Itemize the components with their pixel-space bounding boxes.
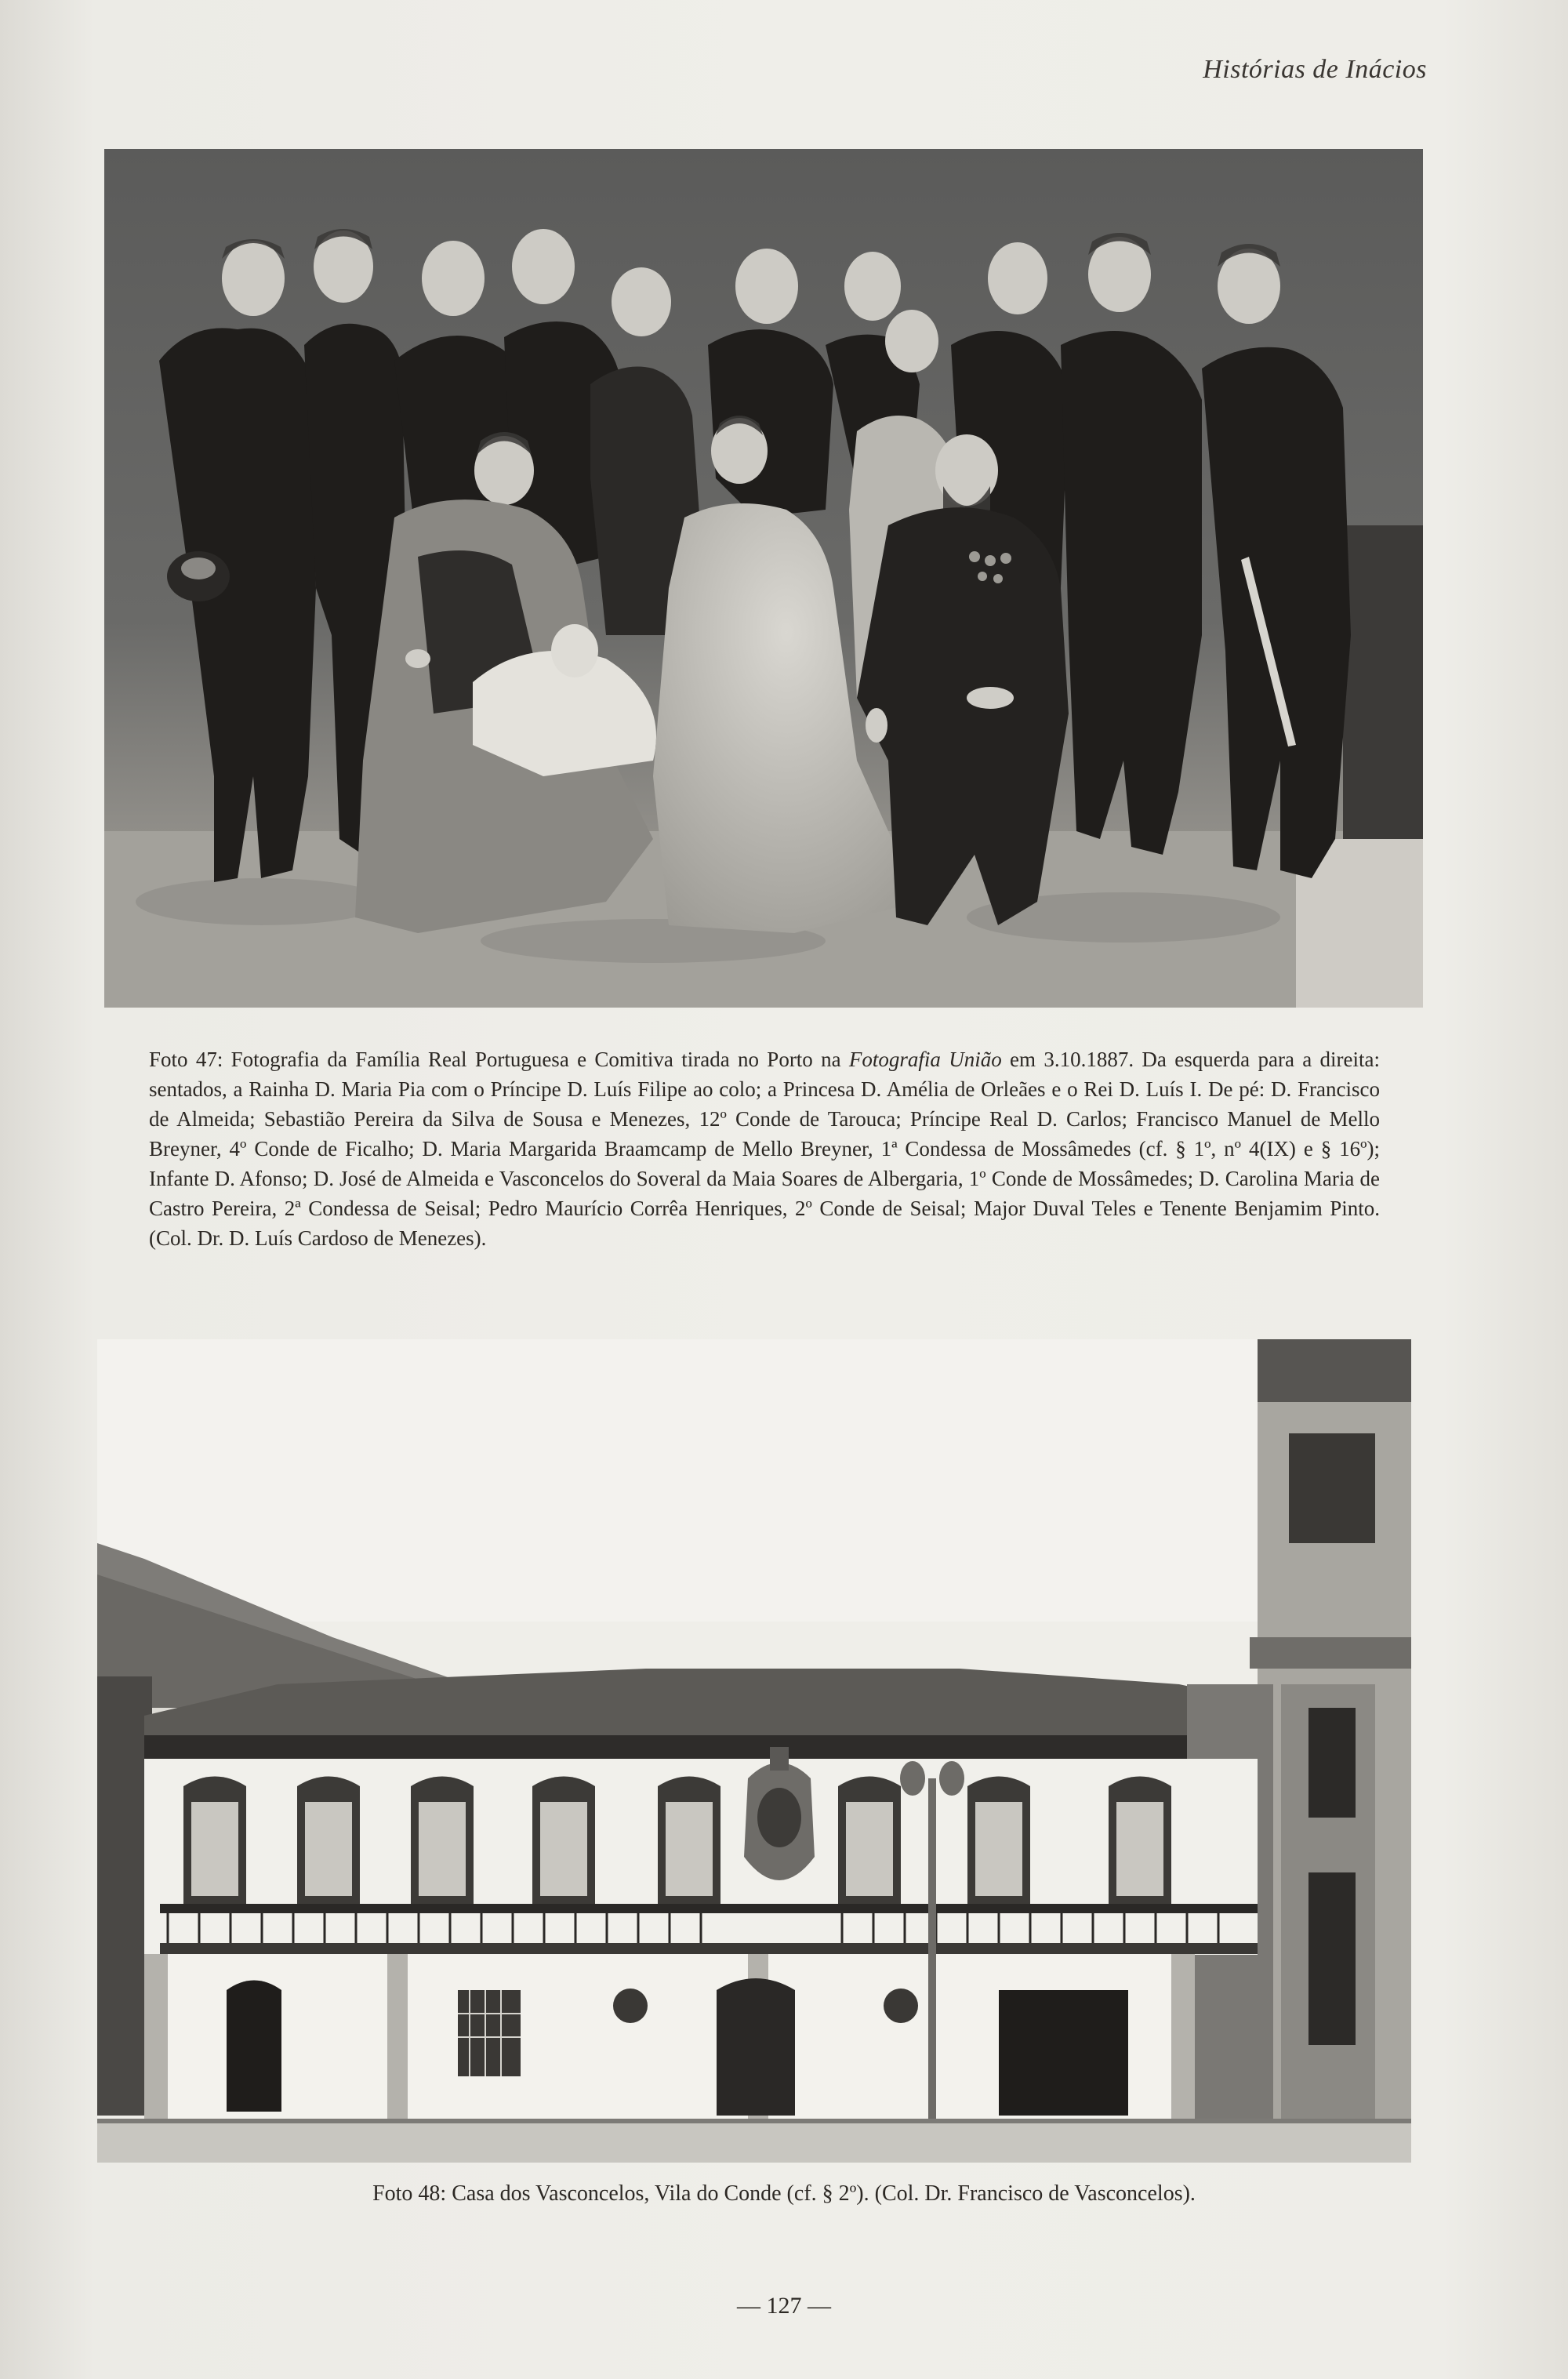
caption-photo-47-italic: Fotografia União xyxy=(848,1048,1002,1071)
casa-dos-vasconcelos-photo-image xyxy=(97,1339,1411,2163)
royal-family-photo-image xyxy=(104,149,1423,1008)
caption-photo-47-text-b: em 3.10.1887. Da esquerda para a direita: sentados, a Rainha D. Maria Pia com o Príncipe D. Luís Filipe ao colo; a Princesa D. Amélia de Orleães e o Rei D. Luís I. De pé: D. Francisco de Almeida; Sebastião Pereira da Silva de Sousa e Menezes, 12º Conde de Tarouca; Príncipe Real D. Carlos; Francisco Manuel de Mello Breyner, 4º Conde de Ficalho; D. Maria Margarida Braamcamp de Mello Breyner, 1ª Condessa de Mossâmedes (cf. § 1º, nº 4(IX) e § 16º); Infante D. Afonso; D. José de Almeida e Vasconcelos do Soveral da Maia Soares de Albergaria, 1º Conde de Mossâmedes; D. Carolina Maria de Castro Pereira, 2ª Condessa de Seisal; Pedro Maurício Corrêa Henriques, 2º Conde de Seisal; Major Duval Teles e Tenente Benjamim Pinto. (Col. Dr. D. Luís Cardoso de Menezes). xyxy=(149,1048,1381,1250)
photo-casa-dos-vasconcelos xyxy=(97,1339,1411,2163)
photo-royal-family-group xyxy=(104,149,1423,1008)
running-header: Histórias de Inácios xyxy=(1203,55,1427,84)
caption-photo-47-label: Foto 47: xyxy=(149,1048,223,1071)
caption-photo-47-text-a: Fotografia da Família Real Portuguesa e Comitiva tirada no Porto na xyxy=(223,1048,849,1071)
caption-photo-48: Foto 48: Casa dos Vasconcelos, Vila do Conde (cf. § 2º). (Col. Dr. Francisco de Vasconcelos). xyxy=(372,2181,1196,2206)
page-number: — 127 — xyxy=(737,2293,831,2319)
caption-photo-47 xyxy=(149,1044,1380,1253)
